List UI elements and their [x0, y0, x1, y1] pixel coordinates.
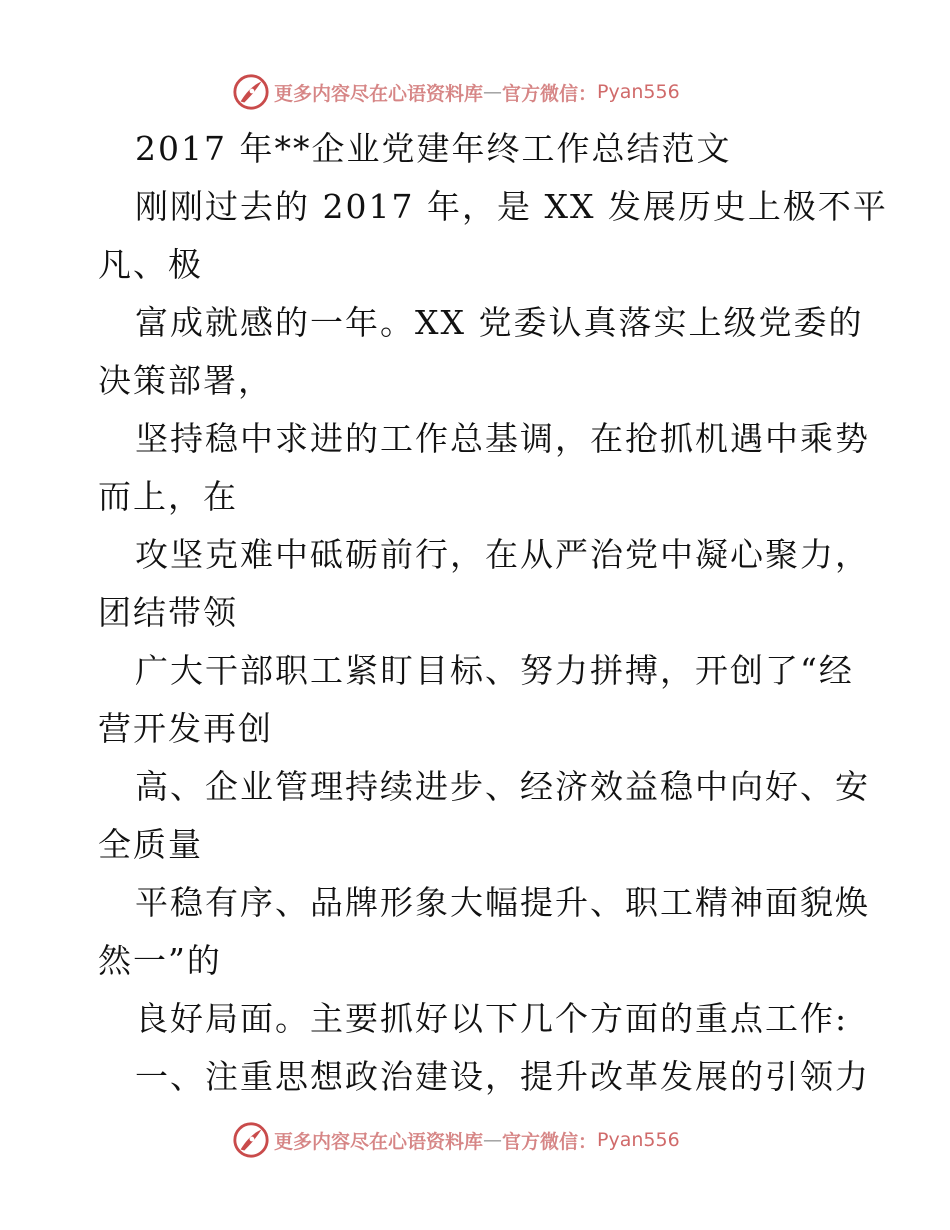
- pen-logo-icon: [232, 73, 270, 111]
- paragraph-line: 而上，在: [98, 477, 238, 516]
- paragraph-line: 决策部署，: [98, 361, 273, 400]
- footer-watermark: [232, 1120, 680, 1160]
- paragraph-line: 然一”的: [98, 941, 222, 980]
- watermark-text: 更多内容尽在心语资料库: [274, 82, 484, 105]
- watermark-separator: —: [483, 1129, 503, 1151]
- paragraph-line: 攻坚克难中砥砺前行，在从严治党中凝心聚力，: [135, 535, 870, 574]
- document-title: 2017 年**企业党建年终工作总结范文: [135, 129, 732, 168]
- watermark-label: 官方微信：: [502, 1130, 598, 1153]
- paragraph-line: 营开发再创: [98, 709, 273, 748]
- section-heading: 一、注重思想政治建设，提升改革发展的引领力: [135, 1057, 870, 1096]
- watermark-account: Pyan556: [597, 81, 680, 103]
- paragraph-line: 凡、极: [98, 245, 203, 284]
- paragraph-line: 坚持稳中求进的工作总基调，在抢抓机遇中乘势: [135, 419, 870, 458]
- paragraph-line: 刚刚过去的 2017 年，是 XX 发展历史上极不平: [135, 187, 888, 226]
- watermark-text: 更多内容尽在心语资料库: [274, 1130, 484, 1153]
- paragraph-line: 高、企业管理持续进步、经济效益稳中向好、安: [135, 767, 870, 806]
- paragraph-line: 富成就感的一年。XX 党委认真落实上级党委的: [135, 303, 864, 342]
- paragraph-line: 全质量: [98, 825, 203, 864]
- paragraph-line: 广大干部职工紧盯目标、努力拼搏，开创了“经: [135, 651, 854, 690]
- watermark-account: Pyan556: [597, 1129, 680, 1151]
- watermark-label: 官方微信：: [502, 82, 598, 105]
- header-watermark: [232, 72, 680, 112]
- paragraph-line: 平稳有序、品牌形象大幅提升、职工精神面貌焕: [135, 883, 870, 922]
- pen-logo-icon: [232, 1121, 270, 1159]
- watermark-separator: —: [483, 81, 503, 103]
- paragraph-line: 良好局面。主要抓好以下几个方面的重点工作:: [135, 999, 849, 1038]
- paragraph-line: 团结带领: [98, 593, 238, 632]
